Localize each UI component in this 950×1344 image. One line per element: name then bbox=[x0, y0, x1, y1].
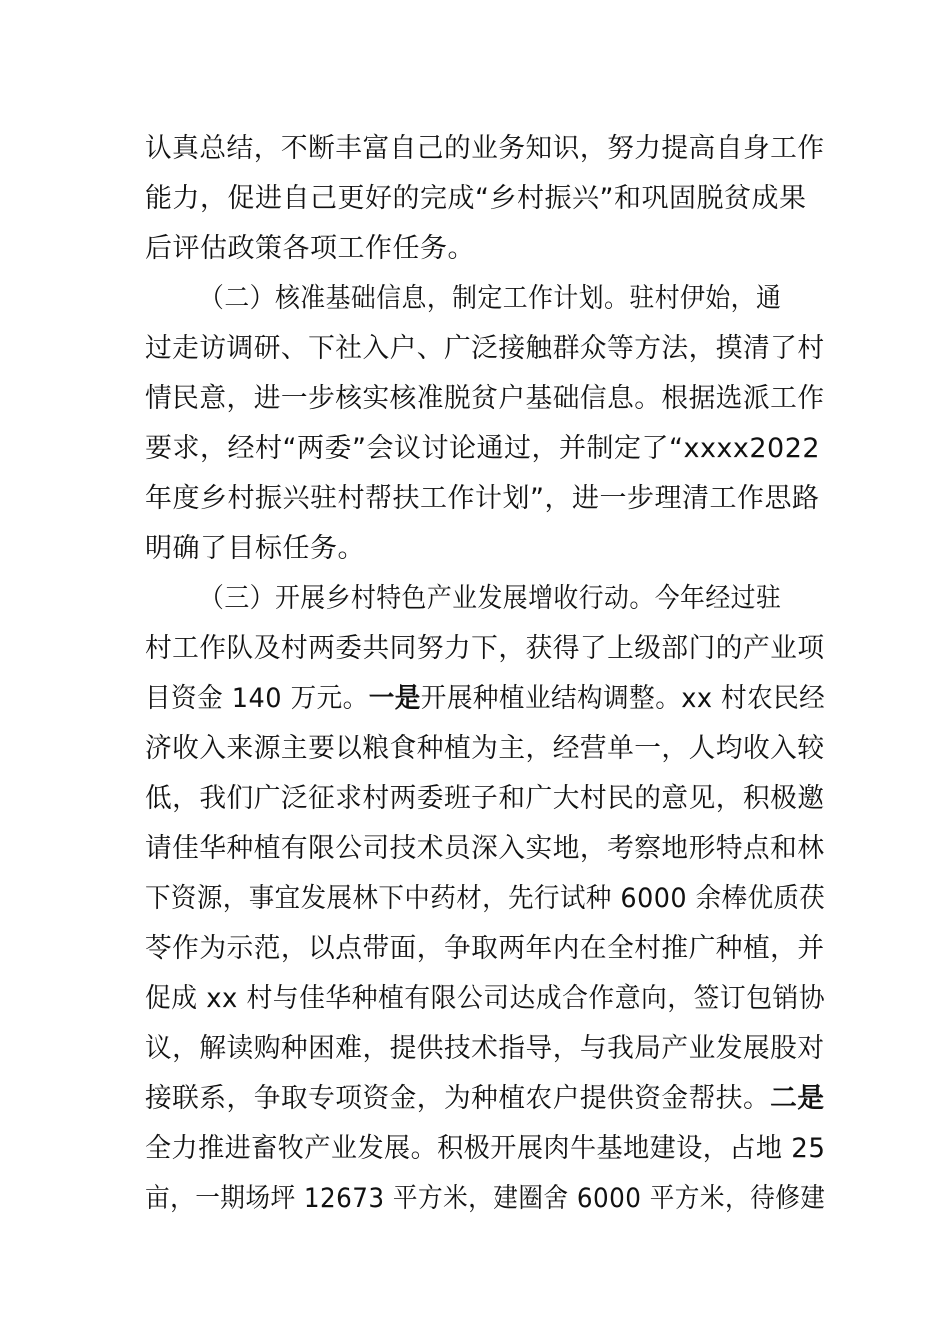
text-line bbox=[145, 924, 825, 974]
text-line bbox=[145, 724, 825, 774]
text-segment: 促成 xx 村与佳华种植有限公司达成合作意向，签订包销协 bbox=[145, 983, 826, 1014]
text-segment: 济收入来源主要以粮食种植为主，经营单一，人均收入较 bbox=[145, 733, 825, 764]
text-line bbox=[145, 324, 825, 374]
paragraph-heading-line bbox=[199, 574, 825, 624]
text-segment: 开展种植业结构调整。xx 村农民经 bbox=[420, 683, 826, 714]
text-line bbox=[145, 224, 825, 274]
text-segment: 议，解读购种困难，提供技术指导，与我局产业发展股对 bbox=[145, 1033, 825, 1064]
text-line bbox=[145, 774, 825, 824]
text-line bbox=[145, 1124, 826, 1174]
text-line bbox=[145, 424, 825, 474]
text-segment: 亩，一期场坪 12673 平方米，建圈舍 6000 平方米，待修建 bbox=[145, 1183, 826, 1214]
text-segment: 目资金 140 万元。 bbox=[145, 683, 369, 714]
bold-marker: 一是 bbox=[368, 683, 421, 714]
text-line bbox=[145, 174, 825, 224]
text-line bbox=[145, 874, 826, 924]
text-segment: （二）核准基础信息，制定工作计划。驻村伊始，通 bbox=[199, 283, 782, 314]
paragraph-heading-line bbox=[199, 274, 825, 324]
text-line bbox=[145, 1024, 825, 1074]
text-line bbox=[145, 524, 825, 574]
text-line bbox=[145, 624, 825, 674]
text-line bbox=[145, 474, 825, 524]
text-segment: 后评估政策各项工作任务。 bbox=[145, 233, 475, 264]
text-segment: 下资源，事宜发展林下中药材，先行试种 6000 余棒优质茯 bbox=[145, 883, 826, 914]
text-segment: 苓作为示范，以点带面，争取两年内在全村推广种植，并 bbox=[145, 933, 825, 964]
text-segment: 接联系，争取专项资金，为种植农户提供资金帮扶。 bbox=[145, 1083, 771, 1114]
text-segment: 低，我们广泛征求村两委班子和广大村民的意见，积极邀 bbox=[145, 783, 825, 814]
text-line bbox=[145, 674, 826, 724]
text-line bbox=[145, 1174, 826, 1224]
text-segment: 村工作队及村两委共同努力下，获得了上级部门的产业项 bbox=[145, 633, 825, 664]
text-segment: 能力，促进自己更好的完成“乡村振兴”和巩固脱贫成果 bbox=[145, 183, 807, 214]
text-segment: 要求，经村“两委”会议讨论通过，并制定了“xxxx2022 bbox=[145, 433, 821, 464]
text-line bbox=[145, 1074, 825, 1124]
text-line bbox=[145, 974, 826, 1024]
text-line bbox=[145, 824, 825, 874]
text-line bbox=[145, 374, 825, 424]
text-segment: 年度乡村振兴驻村帮扶工作计划”，进一步理清工作思路 bbox=[145, 483, 820, 514]
bold-marker: 二是 bbox=[770, 1083, 825, 1114]
text-segment: 明确了目标任务。 bbox=[145, 533, 365, 564]
text-segment: 请佳华种植有限公司技术员深入实地，考察地形特点和林 bbox=[145, 833, 825, 864]
text-segment: 过走访调研、下社入户、广泛接触群众等方法，摸清了村 bbox=[145, 333, 825, 364]
text-segment: 全力推进畜牧产业发展。积极开展肉牛基地建设，占地 25 bbox=[145, 1133, 826, 1164]
text-segment: 认真总结，不断丰富自己的业务知识，努力提高自身工作 bbox=[145, 133, 825, 164]
text-segment: 情民意，进一步核实核准脱贫户基础信息。根据选派工作 bbox=[145, 383, 825, 414]
text-segment: （三）开展乡村特色产业发展增收行动。今年经过驻 bbox=[199, 583, 782, 614]
text-line bbox=[145, 124, 825, 174]
